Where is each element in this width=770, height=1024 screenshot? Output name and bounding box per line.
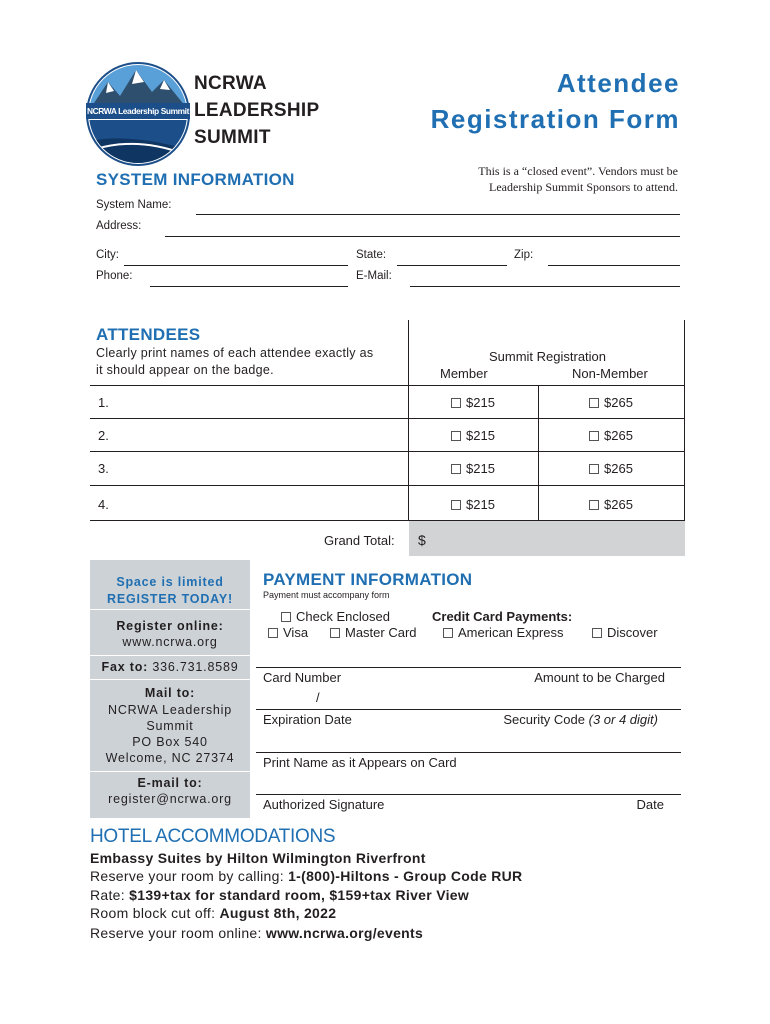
sidebar-divider <box>90 679 250 680</box>
summit-registration-heading: Summit Registration <box>488 349 607 364</box>
member-option[interactable] <box>451 497 495 512</box>
hotel-rate-line <box>90 887 469 903</box>
fax-line <box>90 660 250 674</box>
member-price: $215 <box>466 461 495 476</box>
email-field[interactable] <box>410 286 680 287</box>
nonmember-option[interactable] <box>589 497 633 512</box>
register-today-text: REGISTER TODAY! <box>107 592 233 606</box>
signature-label: Authorized Signature <box>263 797 385 812</box>
sidebar-divider <box>90 655 250 656</box>
logo-title <box>194 70 319 151</box>
email-link[interactable]: register@ncrwa.org <box>108 792 232 806</box>
row-number: 1. <box>98 395 109 410</box>
hotel-cutoff: August 8th, 2022 <box>219 905 337 921</box>
sidebar-divider <box>90 609 250 610</box>
hotel-phone-line <box>90 868 522 884</box>
member-price: $215 <box>466 428 495 443</box>
row-number: 4. <box>98 497 109 512</box>
print-name-field[interactable] <box>256 752 681 753</box>
instruction-line: it should appear on the badge. <box>96 363 274 377</box>
member-option[interactable] <box>451 395 495 410</box>
security-code-text: Security Code <box>503 712 585 727</box>
visa-option[interactable] <box>268 625 308 640</box>
logo-title-line: LEADERSHIP <box>194 100 320 121</box>
payment-subtitle: Payment must accompany form <box>263 590 390 600</box>
mail-address <box>90 702 250 766</box>
date-label: Date <box>636 797 664 812</box>
checkbox-icon[interactable] <box>268 628 278 638</box>
checkbox-icon[interactable] <box>589 464 599 474</box>
discover-label: Discover <box>607 625 658 640</box>
member-option[interactable] <box>451 461 495 476</box>
checkbox-icon[interactable] <box>589 398 599 408</box>
address-field[interactable] <box>165 236 680 237</box>
checkbox-icon[interactable] <box>589 431 599 441</box>
hotel-cutoff-prefix: Room block cut off: <box>90 905 220 921</box>
checkbox-icon[interactable] <box>443 628 453 638</box>
zip-label: Zip: <box>514 249 534 261</box>
member-price: $215 <box>466 395 495 410</box>
hotel-phone-prefix: Reserve your room by calling: <box>90 868 289 884</box>
form-title-line-1: Attendee <box>556 68 680 98</box>
email-label: E-Mail: <box>356 270 392 282</box>
expiration-field[interactable] <box>256 709 681 710</box>
checkbox-icon[interactable] <box>330 628 340 638</box>
system-name-field[interactable] <box>196 214 680 215</box>
member-column-label: Member <box>440 366 488 381</box>
print-name-label: Print Name as it Appears on Card <box>263 755 457 770</box>
member-option[interactable] <box>451 428 495 443</box>
system-info-heading: SYSTEM INFORMATION <box>96 170 295 189</box>
system-name-label: System Name: <box>96 199 172 211</box>
notice-line: This is a “closed event”. Vendors must be <box>478 164 678 178</box>
phone-label: Phone: <box>96 270 133 282</box>
closed-event-notice <box>478 163 678 195</box>
mail-line: Welcome, NC 27374 <box>105 751 235 765</box>
logo <box>86 62 190 166</box>
mail-label: Mail to: <box>144 686 196 700</box>
checkbox-icon[interactable] <box>451 500 461 510</box>
mail-line: PO Box 540 <box>132 735 208 749</box>
logo-title-line: NCRWA <box>194 73 267 94</box>
row-number: 3. <box>98 461 109 476</box>
register-online-label: Register online: <box>116 619 224 633</box>
checkbox-icon[interactable] <box>281 612 291 622</box>
attendees-heading: ATTENDEES <box>96 325 201 344</box>
hotel-cutoff-line <box>90 905 336 921</box>
checkbox-icon[interactable] <box>451 398 461 408</box>
mail-line: NCRWA Leadership <box>108 703 232 717</box>
check-enclosed-option[interactable] <box>281 609 390 624</box>
expiration-slash: / <box>316 690 320 705</box>
card-number-label: Card Number <box>263 670 342 685</box>
logo-badge-text: NCRWA Leadership Summit <box>86 106 190 116</box>
hotel-rate: $139+tax for standard room, $159+tax River View <box>129 887 470 903</box>
hotel-online-line <box>90 925 423 941</box>
email-label: E-mail to: <box>137 776 203 790</box>
fax-label: Fax to: <box>101 660 149 674</box>
mastercard-label: Master Card <box>345 625 417 640</box>
website-link[interactable]: www.ncrwa.org <box>122 635 218 649</box>
nonmember-price: $265 <box>604 461 633 476</box>
checkbox-icon[interactable] <box>451 464 461 474</box>
nonmember-price: $265 <box>604 395 633 410</box>
security-code-label <box>503 712 658 727</box>
hotel-online-link[interactable]: www.ncrwa.org/events <box>265 925 424 941</box>
hotel-rate-prefix: Rate: <box>90 887 130 903</box>
card-number-field[interactable] <box>256 667 681 668</box>
checkbox-icon[interactable] <box>592 628 602 638</box>
instruction-line: Clearly print names of each attendee exactly as <box>96 346 374 360</box>
city-label: City: <box>96 249 119 261</box>
city-field[interactable] <box>124 265 348 266</box>
nonmember-option[interactable] <box>589 428 633 443</box>
nonmember-price: $265 <box>604 497 633 512</box>
grand-total-label: Grand Total: <box>324 533 395 548</box>
payment-heading: PAYMENT INFORMATION <box>263 570 473 589</box>
visa-label: Visa <box>283 625 309 640</box>
form-title-line-2: Registration Form <box>430 104 680 134</box>
hotel-phone: 1-(800)-Hiltons - Group Code RUR <box>288 868 523 884</box>
amount-label: Amount to be Charged <box>534 670 665 685</box>
logo-title-line: SUMMIT <box>194 127 271 148</box>
amex-option[interactable] <box>443 625 563 640</box>
hotel-name: Embassy Suites by Hilton Wilmington Riverfront <box>90 850 426 866</box>
checkbox-icon[interactable] <box>451 431 461 441</box>
notice-line: Leadership Summit Sponsors to attend. <box>489 180 678 194</box>
currency-symbol: $ <box>418 532 426 548</box>
security-code-note: (3 or 4 digit) <box>588 712 658 727</box>
checkbox-icon[interactable] <box>589 500 599 510</box>
hotel-online-prefix: Reserve your room online: <box>90 925 266 941</box>
zip-field[interactable] <box>548 265 680 266</box>
phone-field[interactable] <box>150 286 348 287</box>
sidebar-divider <box>90 771 250 772</box>
state-label: State: <box>356 249 387 261</box>
check-enclosed-label: Check Enclosed <box>296 609 390 624</box>
nonmember-column-label: Non-Member <box>572 366 648 381</box>
state-field[interactable] <box>397 265 507 266</box>
nonmember-option[interactable] <box>589 461 633 476</box>
discover-option[interactable] <box>592 625 658 640</box>
address-label: Address: <box>96 220 142 232</box>
amex-label: American Express <box>458 625 564 640</box>
attendees-instructions <box>96 345 373 379</box>
mastercard-option[interactable] <box>330 625 417 640</box>
signature-field[interactable] <box>256 794 681 795</box>
credit-card-heading: Credit Card Payments: <box>432 609 573 624</box>
space-limited-text: Space is limited <box>116 575 224 589</box>
nonmember-price: $265 <box>604 428 633 443</box>
nonmember-option[interactable] <box>589 395 633 410</box>
mail-line: Summit <box>146 719 194 733</box>
expiration-label: Expiration Date <box>263 712 352 727</box>
member-price: $215 <box>466 497 495 512</box>
fax-number: 336.731.8589 <box>152 660 239 674</box>
hotel-heading: HOTEL ACCOMMODATIONS <box>90 826 336 847</box>
row-number: 2. <box>98 428 109 443</box>
grand-total-field[interactable] <box>409 521 685 556</box>
